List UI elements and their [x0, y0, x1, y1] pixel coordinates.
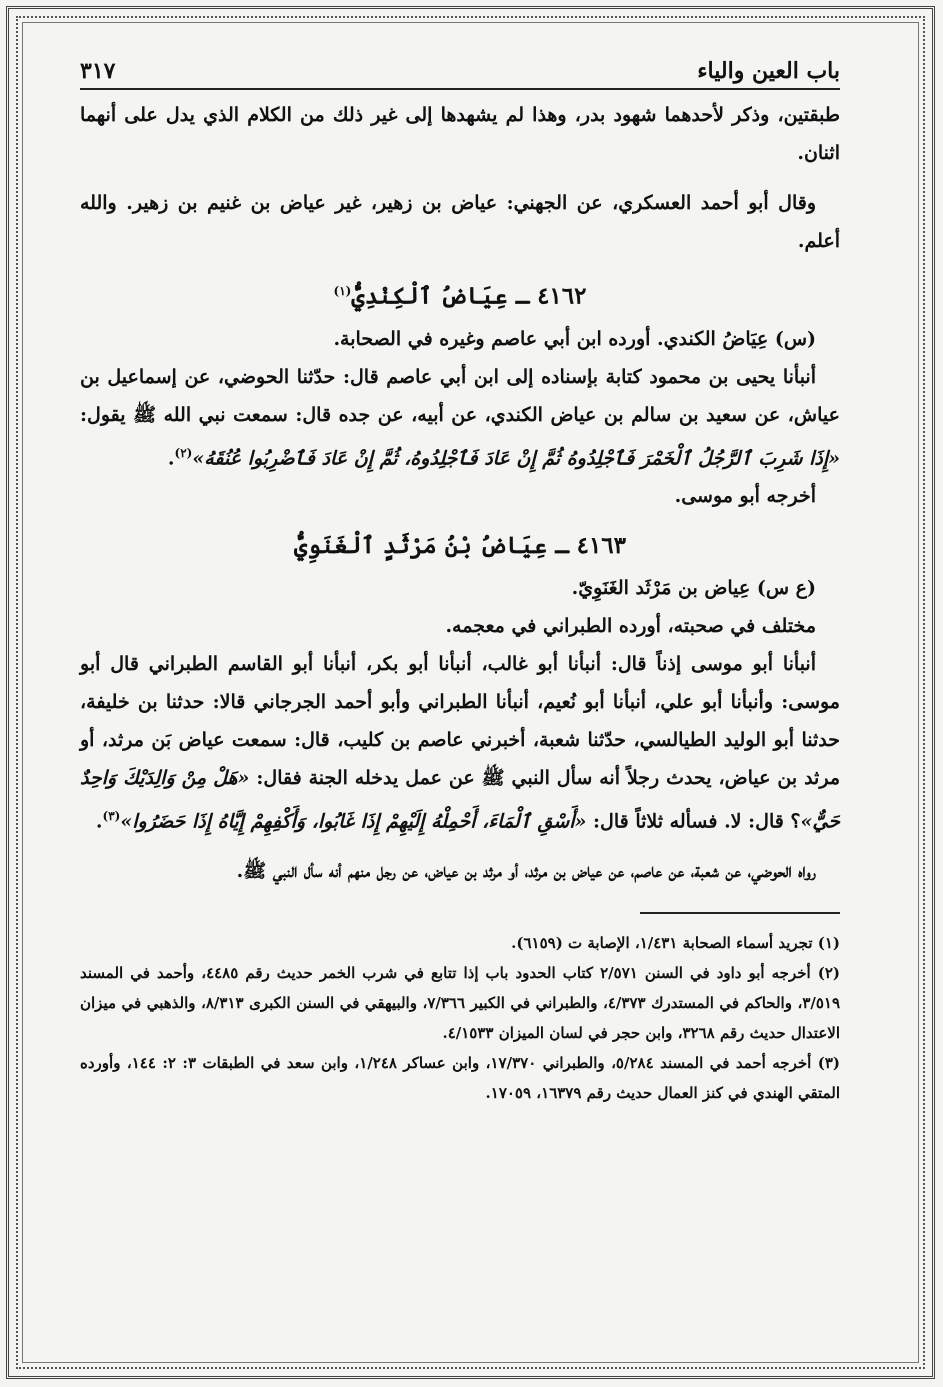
paragraph: وقال أبو أحمد العسكري، عن الجهني: عياض بن زهير، غير عياض بن غنيم بن زهير. والله أعلم.	[80, 192, 840, 252]
running-header	[80, 48, 840, 90]
main-text	[80, 96, 840, 890]
footnote-separator	[640, 912, 840, 914]
footnote: (٣) أخرجه أحمد في المسند ٥/٢٨٤، والطبراني ١٧/٣٧٠، وابن عساكر ١/٢٤٨، وابن سعد في الطبقات ٣: ٢: ١٤٤، وأورده المتقي الهندي في كنز العمال حديث رقم ١٦٣٧٩، ١٧٠٥٩.	[80, 1054, 840, 1103]
footnote: (١) تجريد أسماء الصحابة ١/٤٣١، الإصابة ت (٦١٥٩).	[511, 934, 840, 953]
isnad-text: أنبأنا أبو موسى إذناً قال: أنبأنا أبو غالب، أنبأنا أبو بكر، أنبأنا أبو القاسم الطبراني قال أبو موسى: وأنبأنا أبو علي، أنبأنا أبو نُعيم، أنبأنا الطبراني وأبو أحمد الجرجاني قالا: حدثنا بن خليفة، حدثنا أبو الوليد الطيالسي، حدّثنا شعبة، أخبرني عاصم بن كليب، قال: سمعت عياض بَن مرثد، أو مرثد بن عياض، يحدث رجلاً أنه سأل النبي ﷺ عن عمل يدخله الجنة فقال:	[80, 652, 840, 789]
hadith-text: ؟ قال: لا. فسأله ثلاثاً قال:	[593, 810, 801, 833]
page-number: ٣١٧	[80, 58, 116, 84]
source-line: أخرجه أبو موسى.	[674, 484, 816, 507]
footnote-ref: (٢)	[174, 445, 193, 460]
chapter-title: باب العين والياء	[697, 58, 840, 84]
paragraph: طبقتين، وذكر لأحدهما شهود بدر، وهذا لم يشهدها إلى غير ذلك من الكلام الذي يدل على أنهما اثنان.	[80, 104, 840, 164]
sentence-end: .	[167, 446, 175, 469]
hadith-quote: «إِذَا شَرِبَ ٱلرَّجُلُ ٱلْخَمْرَ فَٱجْلِدُوهُ ثُمَّ إِنْ عَادَ فَٱجْلِدُوهُ، ثُمَّ إِنْ عَادَ فَٱضْرِبُوا عُنُقَهُ»	[192, 446, 840, 469]
hadith-quote: «أَسْقِ ٱلْمَاءَ، أَحْمِلْهُ إِلَيْهِمْ إِذَا غَابُوا، وَأَكْفِهِمْ إِيَّاهُ إِذَا حَضَرُوا»	[120, 810, 587, 833]
hadith-paragraph	[80, 645, 840, 840]
paragraph: (ع س) عِياض بن مَرْثَد الغَنَوِيّ.	[571, 576, 816, 599]
footnotes	[80, 928, 840, 1108]
paragraph: مختلف في صحبته، أورده الطبراني في معجمه.	[445, 614, 816, 637]
hadith-quote: «هَلْ مِنْ وَالِدَيْكَ وَاحِدٌ حَيٌّ»	[80, 766, 840, 833]
entry-title	[80, 272, 840, 316]
entry-title	[80, 527, 840, 565]
sentence-end: .	[95, 810, 103, 833]
footnote: (٢) أخرجه أبو داود في السنن ٢/٥٧١ كتاب الحدود باب إذا تتابع في شرب الخمر حديث رقم ٤٤٨٥، وأحمد في المسند ٣/٥١٩، والحاكم في المستدرك ٤/٣٧٣، والطبراني في الكبير ٧/٣٦٦، والبيهقي في السنن الكبرى ٨/٣١٣، والذهبي في ميزان الاعتدال حديث رقم ٣٢٦٨، وابن حجر في لسان الميزان ٤/١٥٣٣.	[80, 964, 841, 1043]
footnote-ref: (١)	[333, 284, 352, 298]
paragraph: (س) عِيَاضُ الكندي. أورده ابن أبي عاصم وغيره في الصحابة.	[333, 327, 816, 350]
isnad-text: أنبأنا يحيى بن محمود كتابة بإسناده إلى ابن أبي عاصم قال: حدّثنا الحوضي، عن إسماعيل بن عياش، عن سعيد بن سالم بن عياض الكندي، عن أبيه، عن جده قال: سمعت نبي الله ﷺ يقول:	[80, 365, 840, 426]
footnote-ref: (٣)	[102, 808, 121, 823]
entry-heading: ٤١٦٢ ـ عِيَاضُ ٱلْكِنْدِيُّ	[351, 282, 587, 310]
entry-heading: ٤١٦٣ ـ عِيَاضُ بْنُ مَرْثَدٍ ٱلْغَنَوِيُّ	[293, 531, 627, 559]
hadith-paragraph	[80, 358, 840, 477]
book-page	[80, 48, 840, 1348]
paragraph: رواه الحوضي، عن شعبة، عن عاصم، عن عياض بن مرثد، أو مرثد بن عياض، عن رجل منهم أنه سأل النبي ﷺ.	[236, 860, 816, 883]
